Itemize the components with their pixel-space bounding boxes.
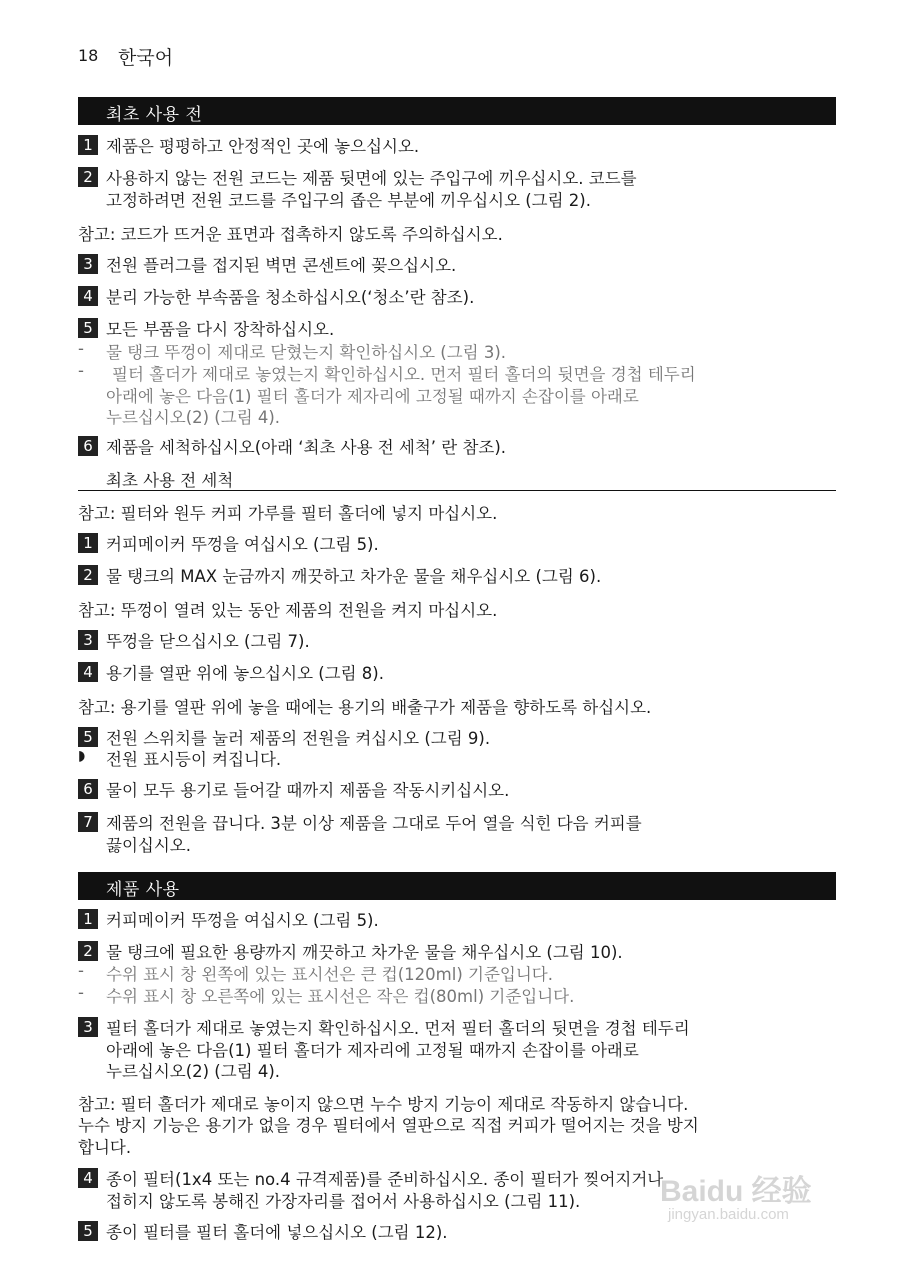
- page-number: 18: [78, 46, 99, 65]
- step-text-cont: 아래에 놓은 다음(1) 필터 홀더가 제자리에 고정될 때까지 손잡이를 아래로: [106, 1041, 639, 1060]
- note: 참고: 용기를 열판 위에 놓을 때에는 용기의 배출구가 제품을 향하도록 하십시오.: [78, 698, 652, 717]
- step-number: 2: [78, 565, 98, 585]
- detail-text: 수위 표시 창 왼쪽에 있는 표시선은 큰 컵(120ml) 기준입니다.: [106, 965, 553, 984]
- language-heading: 한국어: [118, 47, 174, 69]
- step-text: 물이 모두 용기로 들어갈 때까지 제품을 작동시키십시오.: [106, 781, 510, 800]
- detail-text: 수위 표시 창 오른쪽에 있는 표시선은 작은 컵(80ml) 기준입니다.: [106, 987, 575, 1006]
- detail-text-cont: 누르십시오(2) (그림 4).: [106, 408, 281, 427]
- step-text: 물 탱크에 필요한 용량까지 깨끗하고 차가운 물을 채우십시오 (그림 10).: [106, 943, 623, 962]
- step-text-cont: 누르십시오(2) (그림 4).: [106, 1062, 281, 1081]
- detail-text-cont: 아래에 놓은 다음(1) 필터 홀더가 제자리에 고정될 때까지 손잡이를 아래로: [106, 387, 639, 406]
- detail-text: 필터 홀더가 제대로 놓였는지 확인하십시오. 먼저 필터 홀더의 뒷면을 경첩 테두리: [112, 365, 696, 384]
- step-number: 5: [78, 318, 98, 338]
- note: 참고: 필터 홀더가 제대로 놓이지 않으면 누수 방지 기능이 제대로 작동하지 않습니다.: [78, 1095, 689, 1114]
- note: 참고: 코드가 뜨거운 표면과 접촉하지 않도록 주의하십시오.: [78, 225, 503, 244]
- watermark-url: jingyan.baidu.com: [668, 1206, 789, 1223]
- step-text: 커피메이커 뚜껑을 여십시오 (그림 5).: [106, 535, 379, 554]
- step-text: 뚜껑을 닫으십시오 (그림 7).: [106, 632, 310, 651]
- step-number: 4: [78, 286, 98, 306]
- step-number: 2: [78, 167, 98, 187]
- dash-bullet: -: [78, 339, 84, 358]
- step-number: 3: [78, 630, 98, 650]
- section-bar-first-use: [78, 97, 836, 125]
- step-text: 물 탱크의 MAX 눈금까지 깨끗하고 차가운 물을 채우십시오 (그림 6).: [106, 567, 602, 586]
- step-number: 7: [78, 812, 98, 832]
- step-text: 사용하지 않는 전원 코드는 제품 뒷면에 있는 주입구에 끼우십시오. 코드를: [106, 169, 637, 188]
- step-text: 필터 홀더가 제대로 놓였는지 확인하십시오. 먼저 필터 홀더의 뒷면을 경첩 테두리: [106, 1019, 690, 1038]
- step-number: 1: [78, 135, 98, 155]
- dash-bullet: -: [78, 961, 84, 980]
- note-cont: 누수 방지 기능은 용기가 없을 경우 필터에서 열판으로 직접 커피가 떨어지는 것을 방지: [78, 1116, 699, 1135]
- step-text-cont: 접히지 않도록 봉해진 가장자리를 접어서 사용하십시오 (그림 11).: [106, 1192, 581, 1211]
- step-number: 4: [78, 1168, 98, 1188]
- result-text: 전원 표시등이 켜집니다.: [106, 750, 282, 769]
- step-number: 2: [78, 941, 98, 961]
- step-text: 용기를 열판 위에 놓으십시오 (그림 8).: [106, 664, 384, 683]
- step-text: 종이 필터(1x4 또는 no.4 규격제품)를 준비하십시오. 종이 필터가 찢어지거나: [106, 1170, 664, 1189]
- step-number: 1: [78, 533, 98, 553]
- step-number: 4: [78, 662, 98, 682]
- step-text: 모든 부품을 다시 장착하십시오.: [106, 320, 335, 339]
- result-bullet-icon: ◗: [78, 748, 86, 764]
- step-text: 전원 스위치를 눌러 제품의 전원을 켜십시오 (그림 9).: [106, 729, 491, 748]
- dash-bullet: -: [78, 983, 84, 1002]
- divider: [78, 490, 836, 491]
- step-text: 전원 플러그를 접지된 벽면 콘센트에 꽂으십시오.: [106, 256, 457, 275]
- subsection-title: 최초 사용 전 세척: [106, 471, 234, 490]
- section-title: 제품 사용: [106, 880, 180, 900]
- step-text-cont: 고정하려면 전원 코드를 주입구의 좁은 부분에 끼우십시오 (그림 2).: [106, 191, 591, 210]
- step-text: 제품의 전원을 끕니다. 3분 이상 제품을 그대로 두어 열을 식힌 다음 커피를: [106, 814, 642, 833]
- dash-bullet: -: [78, 361, 84, 380]
- step-number: 6: [78, 779, 98, 799]
- step-number: 3: [78, 1017, 98, 1037]
- step-text: 종이 필터를 필터 홀더에 넣으십시오 (그림 12).: [106, 1223, 448, 1242]
- section-bar-product-use: [78, 872, 836, 900]
- watermark-logo: Baidu 经验: [660, 1175, 812, 1208]
- step-number: 5: [78, 727, 98, 747]
- note: 참고: 뚜껑이 열려 있는 동안 제품의 전원을 켜지 마십시오.: [78, 601, 498, 620]
- section-title: 최초 사용 전: [106, 105, 203, 125]
- step-number: 5: [78, 1221, 98, 1241]
- step-text: 제품은 평평하고 안정적인 곳에 놓으십시오.: [106, 137, 420, 156]
- detail-text: 물 탱크 뚜껑이 제대로 닫혔는지 확인하십시오 (그림 3).: [106, 343, 507, 362]
- step-number: 6: [78, 436, 98, 456]
- note: 참고: 필터와 원두 커피 가루를 필터 홀더에 넣지 마십시오.: [78, 504, 498, 523]
- step-text: 커피메이커 뚜껑을 여십시오 (그림 5).: [106, 911, 379, 930]
- step-text: 제품을 세척하십시오(아래 ‘최초 사용 전 세척’ 란 참조).: [106, 438, 507, 457]
- step-number: 3: [78, 254, 98, 274]
- step-number: 1: [78, 909, 98, 929]
- step-text-cont: 끓이십시오.: [106, 836, 191, 855]
- note-cont: 합니다.: [78, 1138, 132, 1157]
- step-text: 분리 가능한 부속품을 청소하십시오(‘청소’란 참조).: [106, 288, 475, 307]
